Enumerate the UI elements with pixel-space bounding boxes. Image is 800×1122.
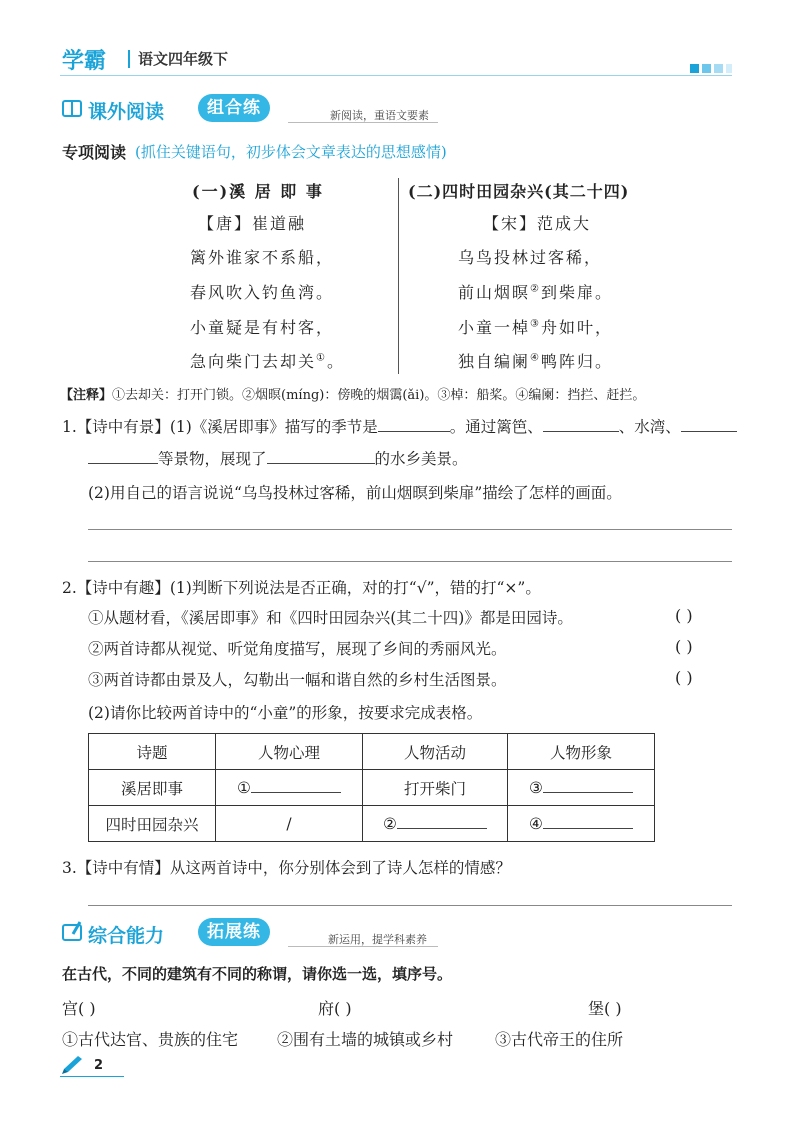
option-3: ③古代帝王的住所 <box>495 1030 624 1049</box>
section-underline <box>288 122 438 123</box>
question-text: 的水乡美景。 <box>374 450 468 468</box>
header-square <box>726 64 732 73</box>
footer-rule <box>60 1076 124 1077</box>
section-title-ability: 综合能力 <box>88 925 165 947</box>
fill-blank[interactable] <box>251 778 341 793</box>
fill-blank[interactable] <box>543 416 619 432</box>
book-title: 语文四年级下 <box>138 50 229 68</box>
term-gong[interactable]: 宫( ) <box>62 999 96 1018</box>
focus-tip: (抓住关键语句，初步体会文章表达的思想感情) <box>135 143 447 161</box>
table-header-row <box>89 734 655 770</box>
question-text: 、水湾、 <box>618 418 681 436</box>
poem1-line: 春风吹入钓鱼湾。 <box>190 283 335 302</box>
cell-mark: ① <box>237 779 251 797</box>
question-label: 【诗中有趣】 <box>76 579 170 597</box>
table-cell: 四时田园杂兴 <box>89 806 216 842</box>
fill-blank[interactable] <box>543 778 633 793</box>
poem2-line <box>458 280 613 303</box>
poem2-line <box>458 315 613 338</box>
fill-blank[interactable] <box>543 814 633 829</box>
question-2-part2: (2)请你比较两首诗中的“小童”的形象，按要求完成表格。 <box>88 704 483 722</box>
option-2: ②围有土墙的城镇或乡村 <box>277 1030 454 1049</box>
poem1-line <box>190 349 345 372</box>
term-fu[interactable]: 府( ) <box>318 999 352 1018</box>
question-text: 从这两首诗中，你分别体会到了诗人怎样的情感？ <box>169 859 511 877</box>
section-title-reading: 课外阅读 <box>88 101 165 123</box>
statement-2: ②两首诗都从视觉、听觉角度描写，展现了乡间的秀丽风光。 <box>88 640 507 658</box>
page-number: 2 <box>94 1058 104 1073</box>
cell-mark: ③ <box>529 779 543 797</box>
table-row <box>89 770 655 806</box>
notes-text: ①去却关：打开门锁。②烟暝(míng)：傍晚的烟霭(ǎi)。③棹：船桨。④编阑：挡拦、赶拦。 <box>112 388 646 403</box>
table-header: 人物活动 <box>363 734 508 770</box>
term-bao[interactable]: 堡( ) <box>588 999 622 1018</box>
poem2-line-text: 前山烟暝 <box>458 283 531 302</box>
poem2-line-text: 到柴扉。 <box>540 283 613 302</box>
judge-parentheses[interactable]: ( ) <box>675 637 693 656</box>
poem1-line: 篱外谁家不系船， <box>190 248 335 267</box>
question-1-part2: (2)用自己的语言说说“乌鸟投林过客稀，前山烟暝到柴扉”描绘了怎样的画面。 <box>88 484 622 502</box>
question-text: 等景物，展现了 <box>158 450 267 468</box>
poem2-line-text: 小童一棹 <box>458 318 531 337</box>
header-rule <box>60 75 732 76</box>
footnote-mark: ③ <box>530 318 541 330</box>
header-square <box>690 64 699 73</box>
section-subtitle-ability: 新运用，提学科素养 <box>328 933 427 946</box>
judge-parentheses[interactable]: ( ) <box>675 606 693 625</box>
logo-separator <box>128 50 130 68</box>
table-header: 诗题 <box>89 734 216 770</box>
table-header: 人物形象 <box>508 734 655 770</box>
poem2-line-text: 独自编阑 <box>458 352 531 371</box>
fill-blank[interactable] <box>378 416 450 432</box>
pencil-icon <box>62 1056 86 1074</box>
poem1-line-end: 。 <box>326 352 345 371</box>
cell-mark: ④ <box>529 815 543 833</box>
question-3 <box>62 856 511 878</box>
section-subtitle-reading: 新阅读，重语文要素 <box>330 109 429 122</box>
question-number: 2. <box>62 579 77 597</box>
answer-line[interactable] <box>88 561 732 562</box>
cell-mark: ② <box>383 815 397 833</box>
fill-blank[interactable] <box>267 448 375 464</box>
question-label: 【诗中有景】 <box>76 418 170 436</box>
question-text: (1)《溪居即事》描写的季节是 <box>169 418 378 436</box>
brand-logo: 学霸 <box>62 49 107 74</box>
fill-blank[interactable] <box>681 416 737 432</box>
footnote-mark: ④ <box>530 352 541 364</box>
header-square <box>702 64 711 73</box>
statement-1: ①从题材看，《溪居即事》和《四时田园杂兴(其二十四)》都是田园诗。 <box>88 609 573 627</box>
table-cell: 打开柴门 <box>363 770 508 806</box>
poem1-author: 【唐】崔道融 <box>198 214 307 233</box>
fill-blank[interactable] <box>88 448 158 464</box>
question-label: 【诗中有情】 <box>76 859 170 877</box>
notes <box>60 384 645 403</box>
question-2-intro <box>62 576 541 598</box>
footnote-mark: ① <box>316 352 327 364</box>
poem1-line-text: 急向柴门去却关 <box>190 352 317 371</box>
section-badge-reading: 组合练 <box>198 94 270 122</box>
section-underline <box>288 946 438 947</box>
focus-lead: 专项阅读 <box>62 143 127 162</box>
pen-book-icon <box>62 924 82 941</box>
table-cell-blank[interactable] <box>216 770 363 806</box>
table-cell-blank[interactable] <box>508 806 655 842</box>
answer-line[interactable] <box>88 529 732 530</box>
fill-blank[interactable] <box>397 814 487 829</box>
poem1-line: 小童疑是有村客， <box>190 318 335 337</box>
poem2-title: (二)四时田园杂兴(其二十四) <box>408 182 630 201</box>
poem2-line-text: 舟如叶， <box>540 318 613 337</box>
question-number: 1. <box>62 418 77 436</box>
comparison-table <box>88 733 655 842</box>
question-number: 3. <box>62 859 77 877</box>
table-cell: / <box>216 806 363 842</box>
poem-divider <box>398 178 399 374</box>
poem1-title: (一)溪 居 即 事 <box>192 182 324 201</box>
footnote-mark: ② <box>530 283 541 295</box>
table-header: 人物心理 <box>216 734 363 770</box>
poem2-line <box>458 349 613 372</box>
option-1: ①古代达官、贵族的住宅 <box>62 1030 239 1049</box>
poem2-line-text: 鸭阵归。 <box>540 352 613 371</box>
poem2-author: 【宋】范成大 <box>483 214 592 233</box>
table-cell: 溪居即事 <box>89 770 216 806</box>
question-text: 。通过篱笆、 <box>449 418 543 436</box>
question-text: (1)判断下列说法是否正确，对的打“√”，错的打“×”。 <box>169 579 541 597</box>
section-badge-ability: 拓展练 <box>198 918 270 946</box>
question-1-line1 <box>62 415 737 437</box>
notes-label: 【注释】 <box>60 388 113 403</box>
section2-prompt: 在古代，不同的建筑有不同的称谓，请你选一选，填序号。 <box>62 965 453 983</box>
table-cell-blank[interactable] <box>363 806 508 842</box>
answer-line[interactable] <box>88 905 732 906</box>
table-row <box>89 806 655 842</box>
statement-3: ③两首诗都由景及人，勾勒出一幅和谐自然的乡村生活图景。 <box>88 671 507 689</box>
question-1-line2 <box>88 447 468 469</box>
open-book-icon <box>62 100 82 117</box>
judge-parentheses[interactable]: ( ) <box>675 668 693 687</box>
table-cell-blank[interactable] <box>508 770 655 806</box>
header-square <box>714 64 723 73</box>
poem2-line: 乌鸟投林过客稀， <box>458 248 603 267</box>
